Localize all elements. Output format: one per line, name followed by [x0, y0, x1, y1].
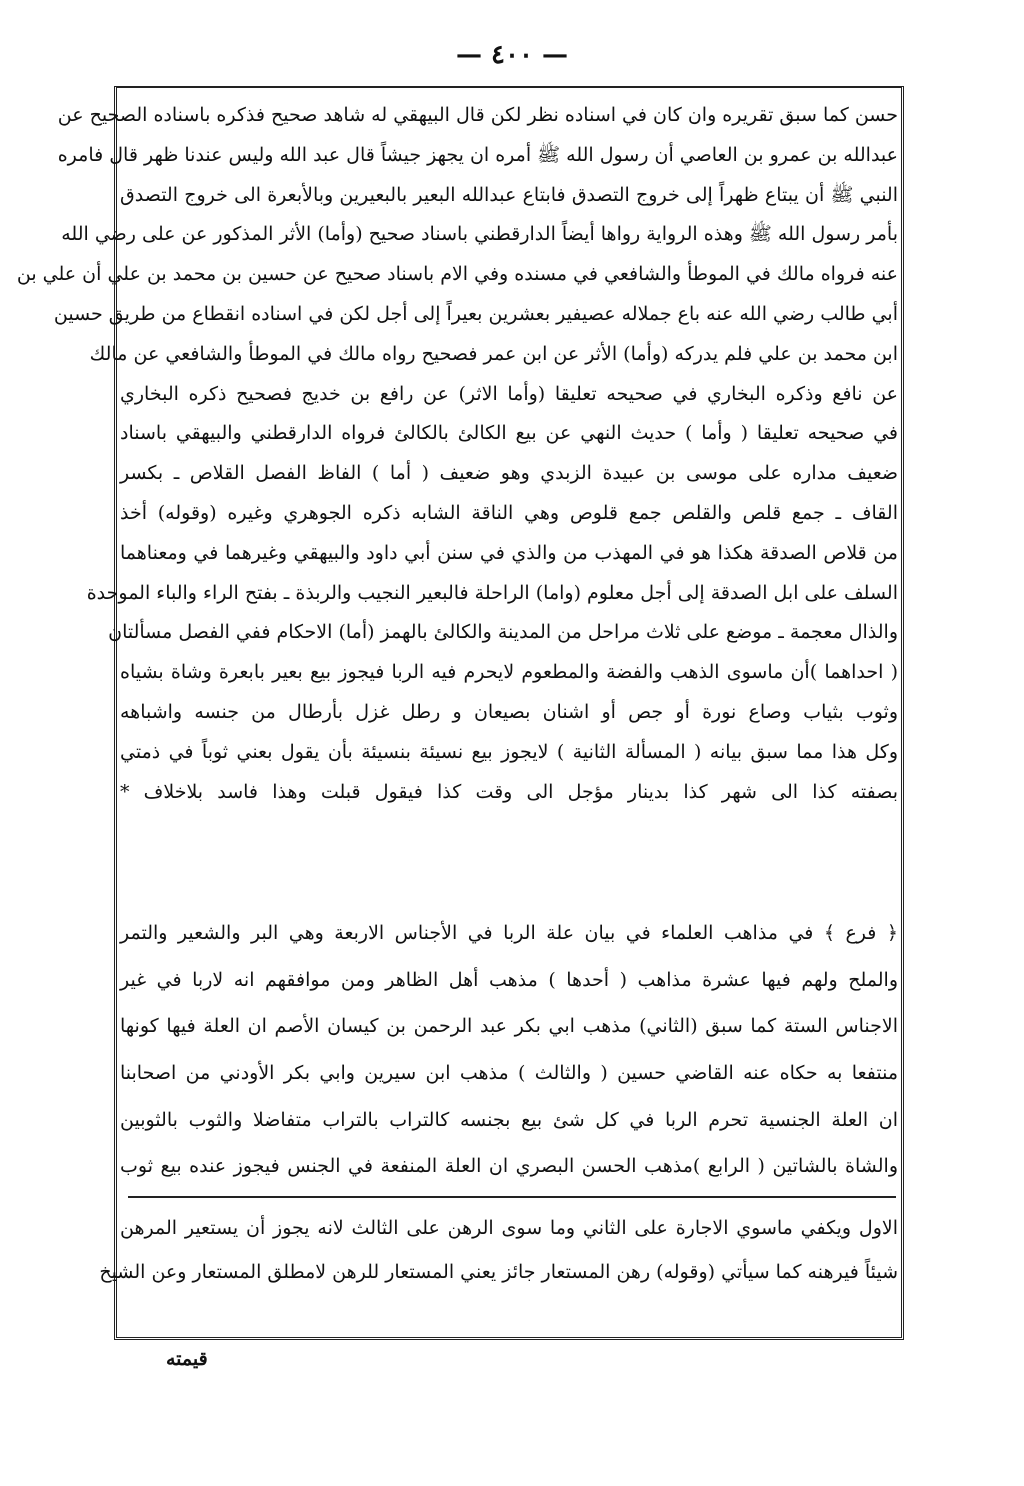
text-line: بصفته كذا الى شهر كذا بدينار مؤجل الى وقت كذا فيقول قبلت وهذا فاسد بلاخلاف *	[120, 780, 898, 803]
footnote-line: شيئاً فيرهنه كما سيأتي (وقوله) رهن المستعار جائز يعني المستعار للرهن لامطلق المستعار وعن الشيخ	[99, 1261, 898, 1283]
footnote-section	[99, 1206, 898, 1294]
text-line: عنه فرواه مالك في الموطأ والشافعي في مسنده وفي الام باسناد صحيح عن حسين بن محمد بن علي أن علي بن	[16, 263, 898, 286]
text-line: السلف على ابل الصدقة إلى أجل معلوم (واما) الراحلة فالبعير النجيب والربذة ـ بفتح الراء والباء الموحدة	[86, 581, 898, 604]
main-text	[16, 96, 898, 812]
text-line: من قلاص الصدقة هكذا هو في المهذب من والذي في سنن أبي داود والبيهقي وغيرهما في ومعناهما	[120, 541, 898, 564]
text-line: والذال معجمة ـ موضع على ثلاث مراحل من المدينة والكالئ بالهمز (أما) الاحكام ففي الفصل مسألتان	[108, 621, 898, 644]
text-line: وثوب بثياب وصاع نورة أو جص أو اشنان بصيعان و رطل غزل بأرطال من جنسه واشباهه	[120, 700, 898, 723]
text-line: بأمر رسول الله ﷺ وهذه الرواية رواها أيضاً الدارقطني باسناد صحيح (وأما) الأثر المذكور عن على رضي الله	[61, 223, 898, 246]
text-line: ( احداهما )أن ماسوى الذهب والفضة والمطعوم لايحرم فيه الربا فيجوز بيع بعير بابعرة وشاة بشياه	[120, 661, 898, 684]
branch-line: الاجناس الستة كما سبق (الثاني) مذهب ابي بكر عبد الرحمن بن كيسان الأصم ان العلة فيها كونها	[120, 1015, 898, 1038]
branch-line: والملح ولهم فيها عشرة مذاهب ( أحدها ) مذهب أهل الظاهر ومن موافقهم انه لاربا في غير	[120, 968, 898, 991]
text-line: وكل هذا مما سبق بيانه ( المسألة الثانية ) لايجوز بيع نسيئة بنسيئة بأن يقول بعني ثوباً في ذمتي	[120, 740, 898, 763]
text-line: عبدالله بن عمرو بن العاصي أن رسول الله ﷺ أمره ان يجهز جيشاً قال عبد الله وليس عندنا ظهر قال فامره	[57, 143, 898, 166]
footnote-line: الاول ويكفي ماسوي الاجارة على الثاني وما سوى الرهن على الثالث لانه يجوز أن يستعير المرهن	[120, 1217, 898, 1239]
text-line: ضعيف مداره على موسى بن عبيدة الزبدي وهو ضعيف ( أما ) الفاظ الفصل القلاص ـ بكسر	[120, 462, 898, 485]
text-line: القاف ـ جمع قلص والقلص جمع قلوص وهي الناقة الشابه ذكره الجوهري وغيره (وقوله) أخذ	[120, 501, 898, 524]
page-number: — ٤٠٠ —	[455, 40, 569, 70]
branch-section	[120, 910, 898, 1190]
branch-line: منتفعا به حكاه عنه القاضي حسين ( والثالث ) مذهب ابن سيرين وابي بكر الأودني من اصحابنا	[120, 1062, 898, 1085]
text-line: حسن كما سبق تقريره وان كان في اسناده نظر لكن قال البيهقي له شاهد صحيح فذكره باسناده الصحيح عن	[57, 104, 898, 126]
text-line: النبي ﷺ أن يبتاع ظهراً إلى خروج التصدق فابتاع عبدالله البعير بالبعيرين وبالأبعرة الى خروج التصدق	[120, 183, 898, 206]
text-line: في صحيحه تعليقا ( وأما ) حديث النهي عن بيع الكالئ بالكالئ فرواه الدارقطني والبيهقي باسناد	[120, 422, 898, 445]
text-line: ابن محمد بن علي فلم يدركه (وأما) الأثر عن ابن عمر فصحيح رواه مالك في الموطأ والشافعي عن مالك	[89, 342, 898, 365]
branch-line: ﴿ فرع ﴾ في مذاهب العلماء في بيان علة الربا في الأجناس الاربعة وهي البر والشعير والتمر	[120, 922, 898, 944]
branch-line: ان العلة الجنسية تحرم الربا في كل شئ بيع بجنسه كالتراب بالتراب متفاضلا والثوب بالثوبين	[120, 1108, 898, 1131]
branch-line: والشاة بالشاتين ( الرابع )مذهب الحسن البصري ان العلة المنفعة في الجنس فيجوز عنده بيع ثوب	[120, 1155, 898, 1178]
footnote-divider	[128, 1196, 896, 1198]
catchword: قيمته	[166, 1348, 208, 1370]
text-line: أبي طالب رضي الله عنه باع جملاله عصيفير بعشرين بعيراً إلى أجل لكن في اسناده انقطاع من طريق حسين	[53, 302, 898, 325]
text-line: عن نافع وذكره البخاري في صحيحه تعليقا (وأما الاثر) عن رافع بن خديج فصحيح ذكره البخاري	[120, 382, 898, 405]
